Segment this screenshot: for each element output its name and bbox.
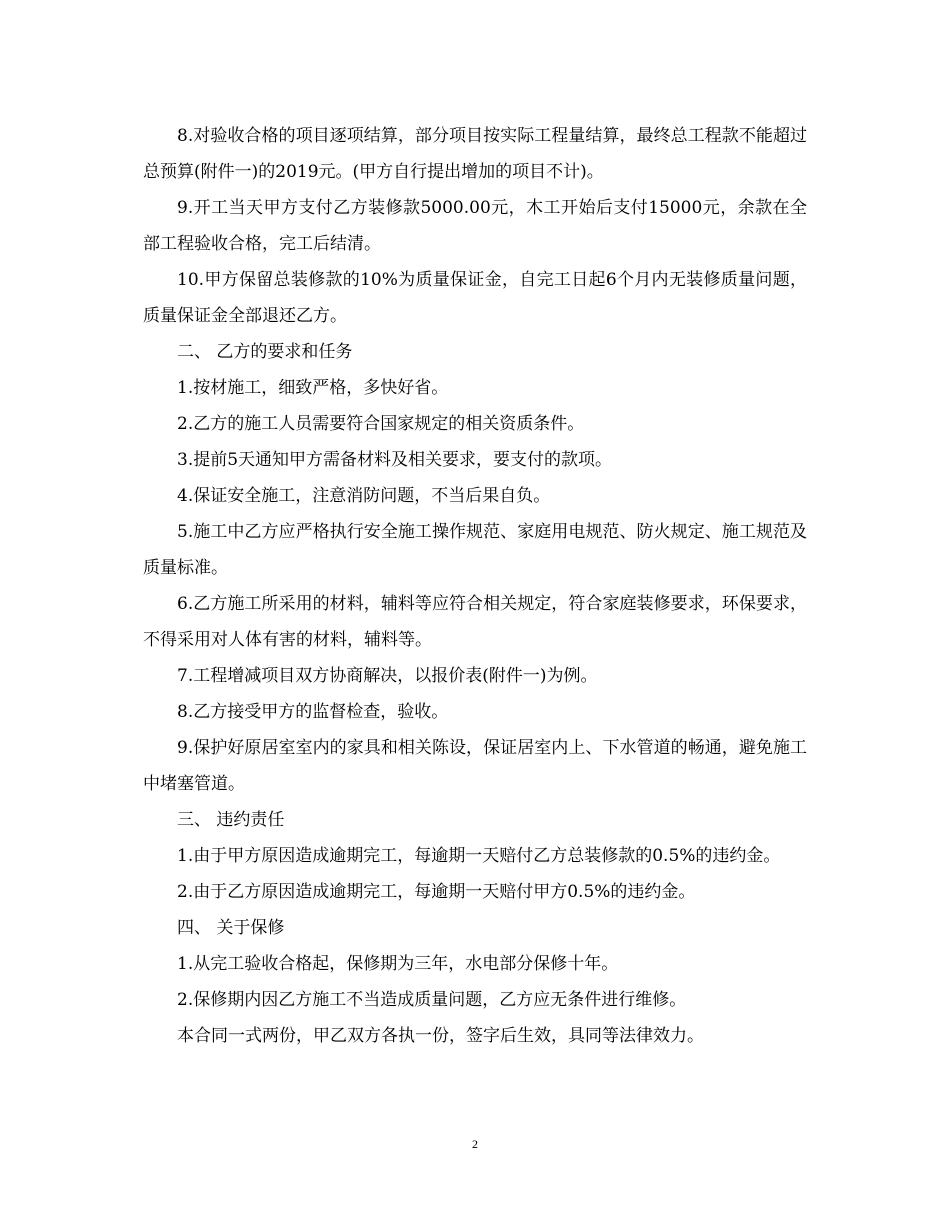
party-b-item-5: 5.施工中乙方应严格执行安全施工操作规范、家庭用电规范、防火规定、施工规范及质量标准。 bbox=[143, 522, 807, 578]
party-b-item-2: 2.乙方的施工人员需要符合国家规定的相关资质条件。 bbox=[177, 414, 585, 434]
section-heading-warranty: 四、 关于保修 bbox=[177, 918, 285, 938]
warranty-item-1: 1.从完工验收合格起，保修期为三年，水电部分保修十年。 bbox=[177, 954, 619, 974]
payment-schedule-clause: 9.开工当天甲方支付乙方装修款5000.00元，木工开始后支付15000元，余款在全部工程验收合格，完工后结清。 bbox=[143, 198, 807, 254]
party-b-item-3: 3.提前5天通知甲方需备材料及相关要求，要支付的款项。 bbox=[177, 450, 613, 470]
party-b-item-6: 6.乙方施工所采用的材料，辅料等应符合相关规定，符合家庭装修要求，环保要求，不得采用对人体有害的材料，辅料等。 bbox=[143, 594, 807, 650]
payment-settlement-clause: 8.对验收合格的项目逐项结算，部分项目按实际工程量结算，最终总工程款不能超过总预算(附件一)的2019元。(甲方自行提出增加的项目不计)。 bbox=[143, 126, 807, 182]
breach-item-2: 2.由于乙方原因造成逾期完工，每逾期一天赔付甲方0.5%的违约金。 bbox=[177, 882, 696, 902]
breach-item-1: 1.由于甲方原因造成逾期完工，每逾期一天赔付乙方总装修款的0.5%的违约金。 bbox=[177, 846, 781, 866]
contract-copies-clause: 本合同一式两份，甲乙双方各执一份，签字后生效，具同等法律效力。 bbox=[177, 1026, 704, 1046]
document-body bbox=[143, 118, 807, 1054]
section-heading-breach-liability: 三、 违约责任 bbox=[177, 810, 285, 830]
party-b-item-9: 9.保护好原居室室内的家具和相关陈设，保证居室内上、下水管道的畅通，避免施工中堵塞管道。 bbox=[143, 738, 807, 794]
warranty-item-2: 2.保修期内因乙方施工不当造成质量问题，乙方应无条件进行维修。 bbox=[177, 990, 687, 1010]
party-b-item-1: 1.按材施工，细致严格，多快好省。 bbox=[177, 378, 449, 398]
quality-deposit-clause: 10.甲方保留总装修款的10%为质量保证金，自完工日起6个月内无装修质量问题，质量保证金全部退还乙方。 bbox=[143, 270, 807, 326]
party-b-item-4: 4.保证安全施工，注意消防问题，不当后果自负。 bbox=[177, 486, 551, 506]
party-b-item-8: 8.乙方接受甲方的监督检查，验收。 bbox=[177, 702, 449, 722]
section-heading-party-b-requirements: 二、 乙方的要求和任务 bbox=[177, 342, 353, 362]
page-number: 2 bbox=[472, 1137, 478, 1151]
party-b-item-7: 7.工程增减项目双方协商解决，以报价表(附件一)为例。 bbox=[177, 666, 598, 686]
